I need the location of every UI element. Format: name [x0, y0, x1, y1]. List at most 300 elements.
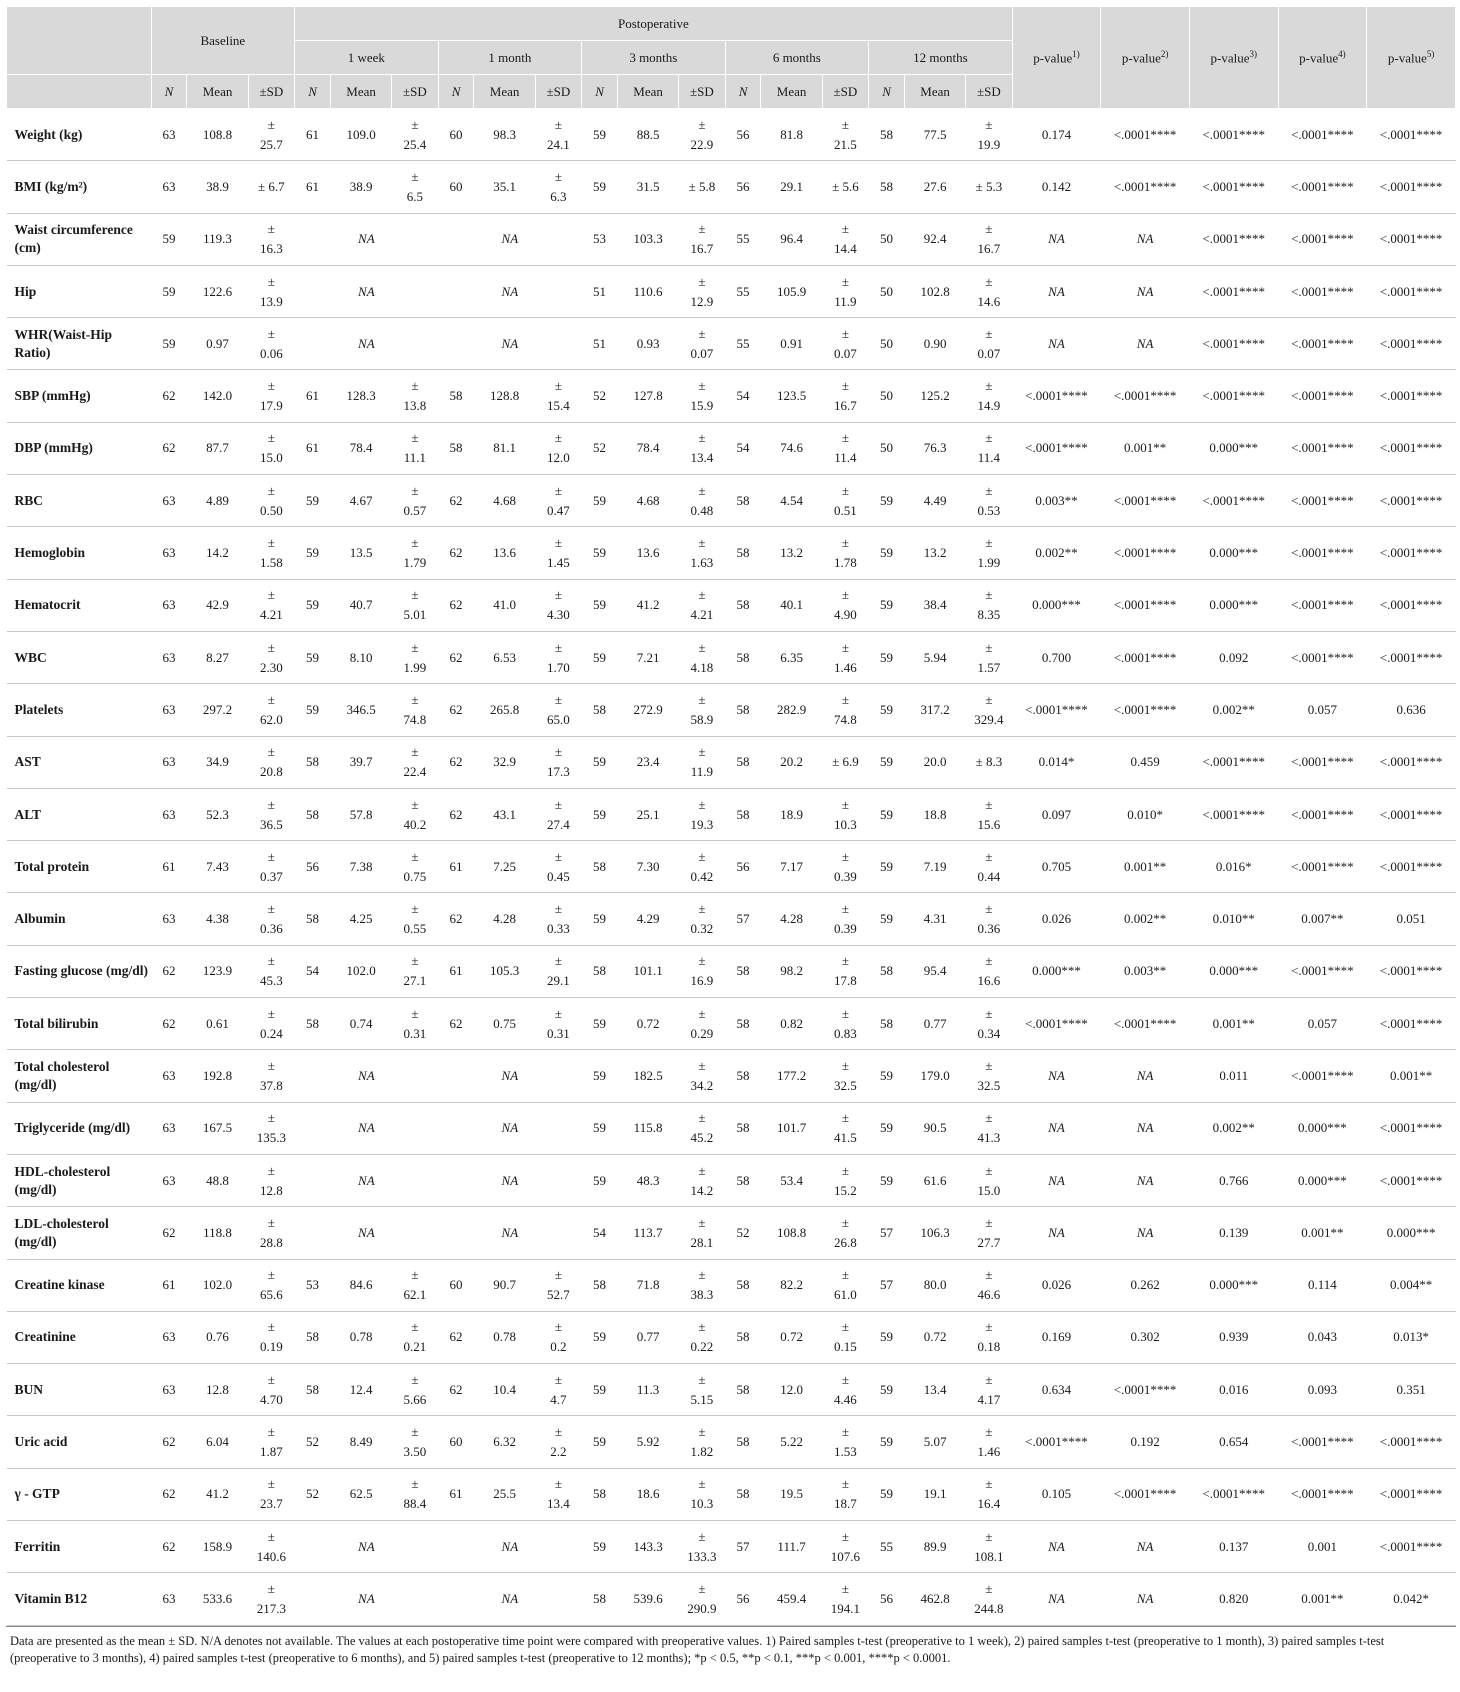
- pvalue-cell: 0.010*: [1101, 788, 1190, 840]
- n-cell: 62: [438, 736, 474, 788]
- n-cell: 58: [725, 1416, 761, 1468]
- na-cell: NA: [295, 1050, 439, 1102]
- pvalue-cell: 0.654: [1189, 1416, 1278, 1468]
- table-row: [7, 1154, 1456, 1206]
- mean-cell: 108.8: [187, 109, 248, 161]
- mean-cell: 4.28: [474, 893, 535, 945]
- mean-cell: 92.4: [904, 213, 965, 265]
- sd-cell: ± 16.7: [822, 370, 868, 422]
- mean-cell: 7.38: [330, 841, 391, 893]
- sd-cell: ± 290.9: [679, 1573, 725, 1625]
- n-cell: 58: [725, 579, 761, 631]
- pvalue-cell: NA: [1012, 265, 1101, 317]
- n-cell: 59: [582, 631, 618, 683]
- table-row: [7, 1416, 1456, 1468]
- mean-cell: 8.49: [330, 1416, 391, 1468]
- sd-cell: ± 24.1: [535, 109, 581, 161]
- header-blank: [7, 7, 152, 75]
- subheader-mean: Mean: [617, 75, 678, 109]
- pvalue-cell: NA: [1101, 318, 1190, 370]
- pvalue-cell: <.0001****: [1367, 1416, 1456, 1468]
- pvalue-cell: <.0001****: [1367, 527, 1456, 579]
- subheader-n: N: [151, 75, 187, 109]
- n-cell: 59: [582, 736, 618, 788]
- pvalue-cell: <.0001****: [1189, 265, 1278, 317]
- table-body: [7, 109, 1456, 1626]
- sd-cell: ± 329.4: [966, 684, 1012, 736]
- mean-cell: 143.3: [617, 1521, 678, 1573]
- mean-cell: 0.61: [187, 998, 248, 1050]
- mean-cell: 272.9: [617, 684, 678, 736]
- header-period-1-month: 1 month: [438, 41, 582, 75]
- n-cell: 59: [869, 736, 905, 788]
- pvalue-cell: 0.137: [1189, 1521, 1278, 1573]
- pvalue-cell: NA: [1101, 1154, 1190, 1206]
- mean-cell: 128.3: [330, 370, 391, 422]
- mean-cell: 0.74: [330, 998, 391, 1050]
- mean-cell: 89.9: [904, 1521, 965, 1573]
- sd-cell: ± 0.32: [679, 893, 725, 945]
- pvalue-cell: <.0001****: [1278, 109, 1367, 161]
- mean-cell: 122.6: [187, 265, 248, 317]
- pvalue-cell: NA: [1012, 318, 1101, 370]
- pvalue-cell: <.0001****: [1278, 265, 1367, 317]
- pvalue-cell: <.0001****: [1367, 1154, 1456, 1206]
- pvalue-sup: 2): [1160, 48, 1169, 59]
- n-cell: 59: [295, 527, 331, 579]
- n-cell: 59: [151, 213, 187, 265]
- pvalue-cell: NA: [1012, 1102, 1101, 1154]
- pvalue-label: p-value: [1299, 50, 1339, 66]
- n-cell: 52: [295, 1416, 331, 1468]
- pvalue-cell: NA: [1012, 213, 1101, 265]
- sd-cell: ± 8.3: [966, 736, 1012, 788]
- sd-cell: ± 2.30: [248, 631, 294, 683]
- mean-cell: 123.5: [761, 370, 822, 422]
- pvalue-label: p-value: [1210, 50, 1250, 66]
- mean-cell: 110.6: [617, 265, 678, 317]
- mean-cell: 20.2: [761, 736, 822, 788]
- mean-cell: 533.6: [187, 1573, 248, 1625]
- n-cell: 57: [869, 1259, 905, 1311]
- sd-cell: ± 15.2: [822, 1154, 868, 1206]
- sd-cell: ± 0.47: [535, 475, 581, 527]
- mean-cell: 0.76: [187, 1311, 248, 1363]
- n-cell: 54: [582, 1207, 618, 1259]
- subheader-blank: [7, 75, 152, 109]
- pvalue-cell: <.0001****: [1367, 370, 1456, 422]
- n-cell: 62: [438, 893, 474, 945]
- mean-cell: 18.6: [617, 1468, 678, 1520]
- mean-cell: 19.1: [904, 1468, 965, 1520]
- sd-cell: ± 62.1: [392, 1259, 438, 1311]
- sd-cell: ± 5.3: [966, 161, 1012, 213]
- mean-cell: 18.8: [904, 788, 965, 840]
- mean-cell: 105.3: [474, 945, 535, 997]
- table-row: [7, 1364, 1456, 1416]
- sd-cell: ± 15.4: [535, 370, 581, 422]
- na-cell: NA: [438, 318, 582, 370]
- n-cell: 50: [869, 318, 905, 370]
- pvalue-cell: <.0001****: [1189, 109, 1278, 161]
- sd-cell: ± 6.3: [535, 161, 581, 213]
- pvalue-cell: <.0001****: [1101, 684, 1190, 736]
- mean-cell: 61.6: [904, 1154, 965, 1206]
- pvalue-cell: 0.026: [1012, 1259, 1101, 1311]
- pvalue-cell: 0.636: [1367, 684, 1456, 736]
- pvalue-cell: <.0001****: [1367, 1102, 1456, 1154]
- n-cell: 56: [725, 1573, 761, 1625]
- n-cell: 58: [725, 1311, 761, 1363]
- pvalue-cell: <.0001****: [1278, 736, 1367, 788]
- mean-cell: 41.2: [617, 579, 678, 631]
- pvalue-cell: 0.820: [1189, 1573, 1278, 1625]
- sd-cell: ± 14.6: [966, 265, 1012, 317]
- na-cell: NA: [295, 1573, 439, 1625]
- n-cell: 63: [151, 579, 187, 631]
- sd-cell: ± 45.2: [679, 1102, 725, 1154]
- mean-cell: 462.8: [904, 1573, 965, 1625]
- n-cell: 50: [869, 265, 905, 317]
- na-cell: NA: [295, 213, 439, 265]
- table-footnote: Data are presented as the mean ± SD. N/A denotes not available. The values at each postoperative time point were compared with preoperative values. 1) Paired samples t-test (preoperative to 1 week), 2) paired samples t-test (preoperative to 1 month), 3) paired samples t-test (preoperative to 3 months), 4) paired samples t-test (preoperative to 6 months), and 5) paired samples t-test (preoperative to 12 months); *p < 0.5, **p < 0.1, ***p < 0.001, ****p < 0.0001.: [6, 1626, 1456, 1667]
- n-cell: 58: [725, 1468, 761, 1520]
- row-label: WHR(Waist-Hip Ratio): [7, 318, 152, 370]
- mean-cell: 102.0: [187, 1259, 248, 1311]
- mean-cell: 108.8: [761, 1207, 822, 1259]
- sd-cell: ± 0.55: [392, 893, 438, 945]
- n-cell: 58: [725, 1154, 761, 1206]
- mean-cell: 98.3: [474, 109, 535, 161]
- sd-cell: ± 6.9: [822, 736, 868, 788]
- sd-cell: ± 107.6: [822, 1521, 868, 1573]
- pvalue-cell: <.0001****: [1278, 213, 1367, 265]
- pvalue-cell: <.0001****: [1278, 161, 1367, 213]
- n-cell: 56: [725, 841, 761, 893]
- mean-cell: 14.2: [187, 527, 248, 579]
- subheader-sd: ±SD: [248, 75, 294, 109]
- mean-cell: 102.0: [330, 945, 391, 997]
- pvalue-cell: <.0001****: [1012, 684, 1101, 736]
- mean-cell: 82.2: [761, 1259, 822, 1311]
- na-cell: NA: [295, 1154, 439, 1206]
- mean-cell: 192.8: [187, 1050, 248, 1102]
- n-cell: 58: [582, 1573, 618, 1625]
- n-cell: 59: [869, 893, 905, 945]
- mean-cell: 20.0: [904, 736, 965, 788]
- mean-cell: 13.6: [617, 527, 678, 579]
- n-cell: 63: [151, 1102, 187, 1154]
- na-cell: NA: [295, 1521, 439, 1573]
- n-cell: 62: [151, 1416, 187, 1468]
- n-cell: 58: [725, 631, 761, 683]
- pvalue-cell: 0.043: [1278, 1311, 1367, 1363]
- sd-cell: ± 1.46: [822, 631, 868, 683]
- n-cell: 59: [582, 788, 618, 840]
- subheader-mean: Mean: [187, 75, 248, 109]
- na-cell: NA: [438, 265, 582, 317]
- mean-cell: 7.43: [187, 841, 248, 893]
- n-cell: 59: [869, 1102, 905, 1154]
- mean-cell: 158.9: [187, 1521, 248, 1573]
- pvalue-cell: 0.007**: [1278, 893, 1367, 945]
- n-cell: 61: [438, 841, 474, 893]
- sd-cell: ± 40.2: [392, 788, 438, 840]
- table-header: [7, 7, 1456, 109]
- n-cell: 60: [438, 1259, 474, 1311]
- mean-cell: 7.17: [761, 841, 822, 893]
- mean-cell: 5.92: [617, 1416, 678, 1468]
- n-cell: 58: [725, 788, 761, 840]
- mean-cell: 0.78: [330, 1311, 391, 1363]
- row-label: Albumin: [7, 893, 152, 945]
- sd-cell: ± 0.19: [248, 1311, 294, 1363]
- sd-cell: ± 12.9: [679, 265, 725, 317]
- n-cell: 55: [869, 1521, 905, 1573]
- pvalue-cell: 0.351: [1367, 1364, 1456, 1416]
- n-cell: 53: [295, 1259, 331, 1311]
- sd-cell: ± 58.9: [679, 684, 725, 736]
- na-cell: NA: [438, 1050, 582, 1102]
- mean-cell: 4.38: [187, 893, 248, 945]
- mean-cell: 7.21: [617, 631, 678, 683]
- mean-cell: 77.5: [904, 109, 965, 161]
- pvalue-cell: <.0001****: [1278, 318, 1367, 370]
- pvalue-cell: <.0001****: [1189, 318, 1278, 370]
- pvalue-label: p-value: [1033, 50, 1073, 66]
- row-label: Fasting glucose (mg/dl): [7, 945, 152, 997]
- n-cell: 63: [151, 527, 187, 579]
- n-cell: 58: [582, 684, 618, 736]
- pvalue-cell: 0.010**: [1189, 893, 1278, 945]
- sd-cell: ± 1.53: [822, 1416, 868, 1468]
- pvalue-cell: 0.000***: [1012, 579, 1101, 631]
- mean-cell: 25.5: [474, 1468, 535, 1520]
- subheader-sd: ±SD: [535, 75, 581, 109]
- pvalue-cell: <.0001****: [1367, 736, 1456, 788]
- mean-cell: 317.2: [904, 684, 965, 736]
- pvalue-cell: 0.000***: [1189, 945, 1278, 997]
- sd-cell: ± 22.4: [392, 736, 438, 788]
- pvalue-cell: <.0001****: [1367, 213, 1456, 265]
- n-cell: 63: [151, 109, 187, 161]
- pvalue-cell: <.0001****: [1189, 213, 1278, 265]
- pvalue-cell: NA: [1101, 213, 1190, 265]
- pvalue-cell: 0.174: [1012, 109, 1101, 161]
- mean-cell: 38.9: [330, 161, 391, 213]
- pvalue-cell: <.0001****: [1367, 422, 1456, 474]
- sd-cell: ± 62.0: [248, 684, 294, 736]
- subheader-n: N: [869, 75, 905, 109]
- pvalue-cell: <.0001****: [1101, 370, 1190, 422]
- pvalue-cell: <.0001****: [1367, 318, 1456, 370]
- sd-cell: ± 21.5: [822, 109, 868, 161]
- sd-cell: ± 0.42: [679, 841, 725, 893]
- n-cell: 51: [582, 318, 618, 370]
- mean-cell: 115.8: [617, 1102, 678, 1154]
- sd-cell: ± 16.6: [966, 945, 1012, 997]
- sd-cell: ± 3.50: [392, 1416, 438, 1468]
- pvalue-cell: 0.057: [1278, 998, 1367, 1050]
- sd-cell: ± 8.35: [966, 579, 1012, 631]
- sd-cell: ± 0.75: [392, 841, 438, 893]
- n-cell: 61: [295, 161, 331, 213]
- na-cell: NA: [295, 1102, 439, 1154]
- sd-cell: ± 12.0: [535, 422, 581, 474]
- mean-cell: 90.5: [904, 1102, 965, 1154]
- n-cell: 63: [151, 736, 187, 788]
- na-cell: NA: [438, 1207, 582, 1259]
- row-label: Creatine kinase: [7, 1259, 152, 1311]
- n-cell: 58: [295, 1364, 331, 1416]
- pvalue-cell: 0.001**: [1101, 422, 1190, 474]
- row-label: DBP (mmHg): [7, 422, 152, 474]
- n-cell: 62: [438, 1311, 474, 1363]
- n-cell: 60: [438, 161, 474, 213]
- mean-cell: 41.0: [474, 579, 535, 631]
- pvalue-cell: NA: [1101, 1521, 1190, 1573]
- header-period-3-months: 3 months: [582, 41, 726, 75]
- mean-cell: 48.3: [617, 1154, 678, 1206]
- n-cell: 58: [582, 841, 618, 893]
- table-row: [7, 213, 1456, 265]
- mean-cell: 128.8: [474, 370, 535, 422]
- n-cell: 57: [869, 1207, 905, 1259]
- n-cell: 63: [151, 1573, 187, 1625]
- pvalue-cell: 0.000***: [1189, 422, 1278, 474]
- n-cell: 61: [151, 1259, 187, 1311]
- mean-cell: 177.2: [761, 1050, 822, 1102]
- n-cell: 54: [725, 370, 761, 422]
- pvalue-cell: 0.092: [1189, 631, 1278, 683]
- row-label: Hematocrit: [7, 579, 152, 631]
- mean-cell: 39.7: [330, 736, 391, 788]
- n-cell: 62: [438, 684, 474, 736]
- pvalue-cell: NA: [1012, 1573, 1101, 1625]
- mean-cell: 0.75: [474, 998, 535, 1050]
- mean-cell: 96.4: [761, 213, 822, 265]
- sd-cell: ± 0.33: [535, 893, 581, 945]
- pvalue-cell: 0.459: [1101, 736, 1190, 788]
- sd-cell: ± 4.70: [248, 1364, 294, 1416]
- table-row: [7, 736, 1456, 788]
- header-baseline: Baseline: [151, 7, 295, 75]
- n-cell: 59: [582, 109, 618, 161]
- na-cell: NA: [295, 265, 439, 317]
- mean-cell: 81.8: [761, 109, 822, 161]
- pvalue-cell: <.0001****: [1189, 161, 1278, 213]
- pvalue-cell: 0.000***: [1189, 579, 1278, 631]
- mean-cell: 25.1: [617, 788, 678, 840]
- n-cell: 63: [151, 1050, 187, 1102]
- pvalue-cell: <.0001****: [1367, 1468, 1456, 1520]
- subheader-mean: Mean: [330, 75, 391, 109]
- sd-cell: ± 0.51: [822, 475, 868, 527]
- n-cell: 62: [151, 1468, 187, 1520]
- sd-cell: ± 15.9: [679, 370, 725, 422]
- n-cell: 59: [582, 1416, 618, 1468]
- mean-cell: 282.9: [761, 684, 822, 736]
- sd-cell: ± 244.8: [966, 1573, 1012, 1625]
- n-cell: 60: [438, 109, 474, 161]
- sd-cell: ± 13.8: [392, 370, 438, 422]
- sd-cell: ± 14.4: [822, 213, 868, 265]
- n-cell: 58: [582, 945, 618, 997]
- mean-cell: 105.9: [761, 265, 822, 317]
- sd-cell: ± 0.2: [535, 1311, 581, 1363]
- pvalue-cell: 0.026: [1012, 893, 1101, 945]
- mean-cell: 0.72: [617, 998, 678, 1050]
- sd-cell: ± 0.07: [966, 318, 1012, 370]
- n-cell: 58: [725, 527, 761, 579]
- n-cell: 59: [582, 1102, 618, 1154]
- n-cell: 59: [869, 788, 905, 840]
- n-cell: 58: [725, 1259, 761, 1311]
- sd-cell: ± 22.9: [679, 109, 725, 161]
- mean-cell: 98.2: [761, 945, 822, 997]
- sd-cell: ± 1.70: [535, 631, 581, 683]
- mean-cell: 41.2: [187, 1468, 248, 1520]
- sd-cell: ± 1.78: [822, 527, 868, 579]
- sd-cell: ± 0.15: [822, 1311, 868, 1363]
- sd-cell: ± 4.7: [535, 1364, 581, 1416]
- mean-cell: 27.6: [904, 161, 965, 213]
- sd-cell: ± 13.4: [535, 1468, 581, 1520]
- sd-cell: ± 32.5: [822, 1050, 868, 1102]
- sd-cell: ± 0.36: [966, 893, 1012, 945]
- sd-cell: ± 13.4: [679, 422, 725, 474]
- sd-cell: ± 4.21: [679, 579, 725, 631]
- pvalue-label: p-value: [1387, 50, 1427, 66]
- table-row: [7, 265, 1456, 317]
- n-cell: 62: [438, 579, 474, 631]
- sd-cell: ± 41.3: [966, 1102, 1012, 1154]
- mean-cell: 0.93: [617, 318, 678, 370]
- sd-cell: ± 17.9: [248, 370, 294, 422]
- sd-cell: ± 17.3: [535, 736, 581, 788]
- mean-cell: 0.72: [904, 1311, 965, 1363]
- table-row: [7, 318, 1456, 370]
- row-label: Hip: [7, 265, 152, 317]
- pvalue-label: p-value: [1121, 50, 1161, 66]
- subheader-sd: ±SD: [679, 75, 725, 109]
- sd-cell: ± 4.18: [679, 631, 725, 683]
- pvalue-sup: 4): [1338, 48, 1346, 59]
- sd-cell: ± 4.21: [248, 579, 294, 631]
- sd-cell: ± 15.6: [966, 788, 1012, 840]
- n-cell: 50: [869, 213, 905, 265]
- pvalue-cell: 0.169: [1012, 1311, 1101, 1363]
- pvalue-cell: <.0001****: [1101, 1364, 1190, 1416]
- pvalue-cell: 0.016: [1189, 1364, 1278, 1416]
- sd-cell: ± 16.7: [966, 213, 1012, 265]
- mean-cell: 167.5: [187, 1102, 248, 1154]
- n-cell: 59: [582, 579, 618, 631]
- pvalue-cell: 0.939: [1189, 1311, 1278, 1363]
- pvalue-cell: <.0001****: [1101, 161, 1190, 213]
- n-cell: 63: [151, 475, 187, 527]
- sd-cell: ± 0.31: [535, 998, 581, 1050]
- n-cell: 52: [582, 422, 618, 474]
- sd-cell: ± 23.7: [248, 1468, 294, 1520]
- n-cell: 60: [438, 1416, 474, 1468]
- n-cell: 59: [582, 1364, 618, 1416]
- n-cell: 61: [151, 841, 187, 893]
- sd-cell: ± 4.30: [535, 579, 581, 631]
- n-cell: 59: [582, 1311, 618, 1363]
- mean-cell: 125.2: [904, 370, 965, 422]
- n-cell: 59: [869, 1416, 905, 1468]
